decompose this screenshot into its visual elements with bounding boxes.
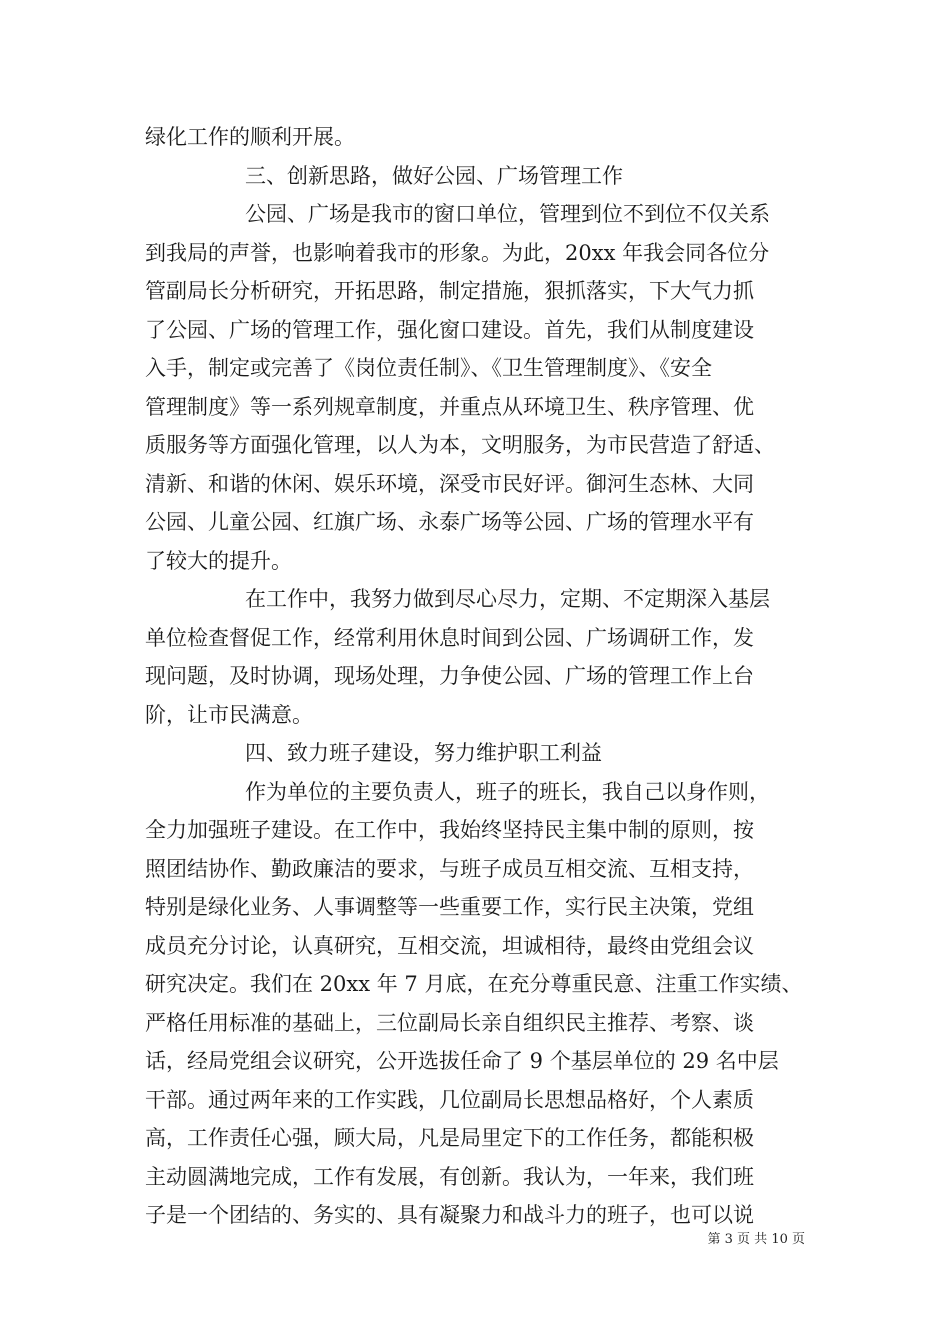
text-line: 了公园、广场的管理工作，强化窗口建设。首先，我们从制度建设 xyxy=(145,317,754,342)
text-line: 公园、广场是我市的窗口单位，管理到位不到位不仅关系 xyxy=(245,202,770,226)
text-line: 绿化工作的顺利开展。 xyxy=(145,125,355,149)
text-line: 作为单位的主要负责人，班子的班长，我自己以身作则， xyxy=(245,779,770,804)
text-line: 到我局的声誉，也影响着我市的形象。为此，20xx 年我会同各位分 xyxy=(145,240,770,265)
text-line: 入手，制定或完善了《岗位责任制》、《卫生管理制度》、《安全 xyxy=(145,356,712,380)
text-line: 管理制度》等一系列规章制度，并重点从环境卫生、秩序管理、优 xyxy=(145,394,754,419)
text-line: 三、创新思路，做好公园、广场管理工作 xyxy=(245,163,623,188)
text-line: 质服务等方面强化管理，以人为本，文明服务，为市民营造了舒适、 xyxy=(145,433,775,457)
text-line: 阶，让市民满意。 xyxy=(145,702,313,727)
text-line: 成员充分讨论，认真研究，互相交流，坦诚相待，最终由党组会议 xyxy=(145,933,754,958)
text-line: 话，经局党组会议研究，公开选拔任命了 9 个基层单位的 29 名中层 xyxy=(145,1049,779,1073)
text-line: 单位检查督促工作，经常利用休息时间到公园、广场调研工作，发 xyxy=(145,625,754,650)
text-line: 严格任用标准的基础上，三位副局长亲自组织民主推荐、考察、谈 xyxy=(145,1010,754,1035)
text-line: 清新、和谐的休闲、娱乐环境，深受市民好评。御河生态林、大同 xyxy=(145,471,754,496)
text-line: 子是一个团结的、务实的、具有凝聚力和战斗力的班子，也可以说 xyxy=(145,1203,754,1227)
text-line: 主动圆满地完成，工作有发展，有创新。我认为，一年来，我们班 xyxy=(145,1164,754,1189)
text-line: 公园、儿童公园、红旗广场、永泰广场等公园、广场的管理水平有 xyxy=(145,510,754,534)
text-line: 特别是绿化业务、人事调整等一些重要工作，实行民主决策，党组 xyxy=(145,895,754,919)
page-footer: 第 3 页 共 10 页 xyxy=(707,1232,805,1247)
text-line: 管副局长分析研究，开拓思路，制定措施，狠抓落实，下大气力抓 xyxy=(145,279,754,303)
text-line: 高，工作责任心强，顾大局，凡是局里定下的工作任务，都能积极 xyxy=(145,1126,754,1150)
text-line: 照团结协作、勤政廉洁的要求，与班子成员互相交流、互相支持， xyxy=(145,856,754,881)
text-line: 研究决定。我们在 20xx 年 7 月底，在充分尊重民意、注重工作实绩、 xyxy=(145,972,803,996)
text-line: 了较大的提升。 xyxy=(145,548,292,573)
text-line: 在工作中，我努力做到尽心尽力，定期、不定期深入基层 xyxy=(245,587,770,611)
text-line: 干部。通过两年来的工作实践，几位副局长思想品格好，个人素质 xyxy=(145,1087,754,1112)
text-line: 现问题，及时协调，现场处理，力争使公园、广场的管理工作上台 xyxy=(145,664,754,688)
document-body xyxy=(145,118,813,1235)
text-line: 四、致力班子建设，努力维护职工利益 xyxy=(245,741,602,765)
text-line: 全力加强班子建设。在工作中，我始终坚持民主集中制的原则，按 xyxy=(145,818,754,842)
